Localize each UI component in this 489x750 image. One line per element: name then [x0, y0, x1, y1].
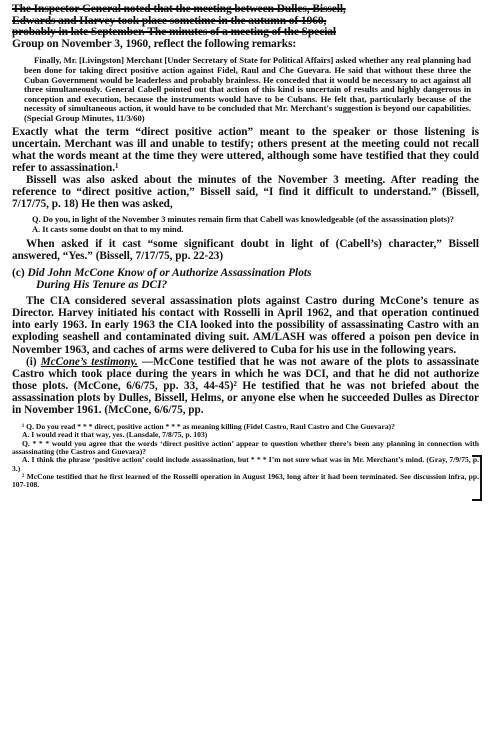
- paragraph-bissell-answer: When asked if it cast “some significant doubt in light of (Cabell’s) character,” Bissell answered, “Yes.” (Bissell, 7/17/75, pp. 22-23): [12, 238, 479, 263]
- subsection-title: McCone’s testimony.: [40, 355, 138, 368]
- section-heading-line-2: During His Tenure as DCI?: [36, 279, 168, 292]
- intro-line-1: The Inspector General noted that the meeting between Dulles, Bissell,: [12, 3, 346, 15]
- footnote-1-answer-2: A. I think the phrase ‘positive action’ could include assassination, but * * * I’m not sure what was in Mr. Merchant’s mind. (Gray, 7/9/75, p. 3.): [12, 455, 479, 473]
- section-heading-line-1: Did John McCone Know of or Authorize Assassination Plots: [27, 267, 312, 280]
- footnotes: [12, 423, 479, 489]
- section-heading-label: (c): [12, 267, 25, 280]
- paragraph-plots-during-tenure: The CIA considered several assassination plots against Castro during McCone’s tenure as Director. Harvey initiated his contact with Rosselli in April 1962, and that operation continued into early 1963. In early 1963 the CIA looked into the possibility of assassinating Castro with an exploding seashell and contaminated diving suit. AM/LASH was offered a poison pen device in November 1963, and caches of arms were delivered to Cuba for his use in the following years.: [12, 295, 479, 356]
- paragraph-bissell-minutes: Bissell was also asked about the minutes of the November 3 meeting. After reading the reference to “direct positive action,” Bissell said, “I find it difficult to understand.” (Bissell, 7/17/75, p. 18) He then was asked,: [12, 173, 479, 211]
- minutes-quote-text: Finally, Mr. [Livingston] Merchant [Under Secretary of State for Political Affairs] asked whether any real planning had been done for taking direct positive action against Fidel, Raul and Che Guevara. He said that without these three the Cuban Government would be leaderless and probably brainless. He conceded that it would be necessary to act against all three simultaneously. General Cabell pointed out that action of this kind is uncertain of results and highly dangerous in conception and execution, because the instruments would have to be Cubans. He felt that, particularly because of the necessity of simultaneous action, it would have to be concluded that Mr. Merchant's suggestion is beyond our capabilities. (Special Group Minutes, 11/3/60): [24, 55, 471, 123]
- footnote-1-answer: A. I would read it that way, yes. (Lansdale, 7/8/75, p. 103): [22, 430, 208, 440]
- footnote-2: ² McCone testified that he first learned of the Rosselli operation in August 1963, long after it had been terminated. See discussion infra, pp. 107-108.: [12, 471, 479, 490]
- subsection-text: —McCone testified that he was not aware of the plots to assassinate Castro which took place during the years in which he was DCI, and that he did not authorize those plots. (McCone, 6/6/75, pp. 33, 44-45)² He testified that he was not briefed about the assassination plots by Dulles, Bissell, Helms, or anyone else when he succeeded Dulles as Director in November 1961. (McCone, 6/6/75, pp.: [12, 355, 480, 417]
- footnote-1-question-2: Q. * * * would you agree that the words ‘direct positive action’ appear to question whether there’s been any planning in connection with assassinating (the Castros and Guevara)?: [12, 438, 479, 457]
- special-group-minutes-quote: [24, 56, 471, 123]
- paragraph-mccone-testimony: [12, 356, 479, 416]
- subsection-label: (i): [26, 355, 37, 368]
- qa-question: Q. Do you, in light of the November 3 minutes remain firm that Cabell was knowledgeable (of the assassination plots)?: [32, 215, 454, 225]
- intro-line-4: Group on November 3, 1960, reflect the following remarks:: [12, 37, 297, 50]
- testimony-qa: [22, 215, 473, 234]
- intro-line-3: probably in late September. The minutes of a meeting of the Special: [12, 26, 337, 39]
- intro-line-2: Edwards and Harvey took place sometime in the autumn of 1960,: [12, 14, 327, 27]
- paragraph-direct-positive-action: Exactly what the term “direct positive action” meant to the speaker or those listening is uncertain. Merchant was ill and unable to testify; others present at the meeting could not recall what the words meant at the time they were uttered, although some have testified that they could refer to assassination.¹: [12, 125, 479, 174]
- section-heading-mccone: [12, 267, 479, 291]
- footnote-1-question: ¹ Q. Do you read * * * direct, positive action * * * as meaning killing (Fidel Castro, Raul Castro and Che Guevara)?: [22, 422, 395, 432]
- qa-answer: A. It casts some doubt on that to my mind.: [32, 224, 184, 234]
